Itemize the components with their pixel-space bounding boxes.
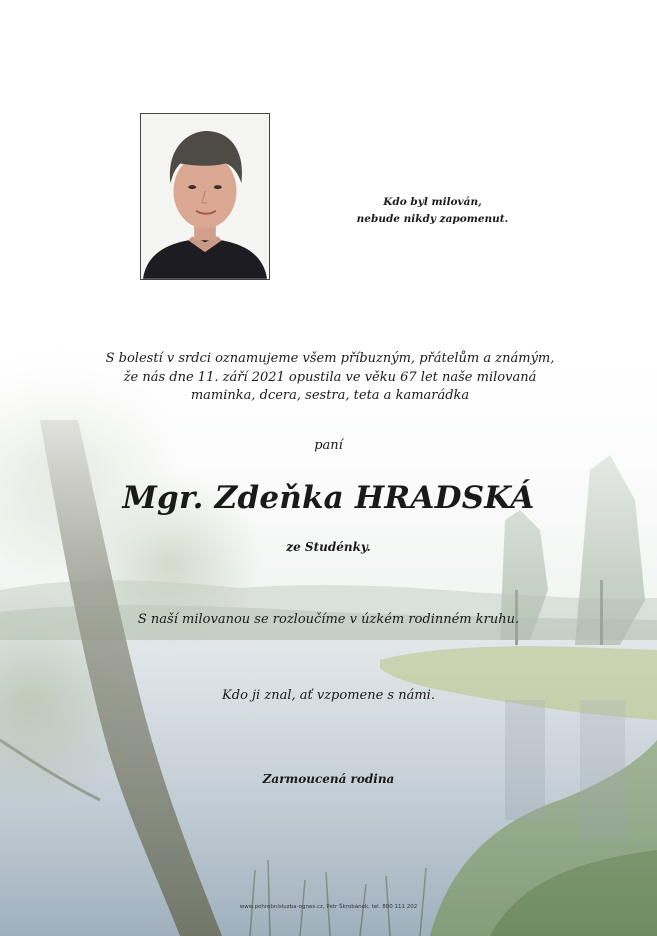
quote-line-2: nebude nikdy zapomenut. (356, 213, 509, 225)
portrait-illustration (141, 114, 269, 279)
announcement-line-1: S bolestí v srdci oznamujeme všem příbuzným, přátelům a známým, (105, 351, 555, 366)
quote-line-1: Kdo byl milován, (383, 196, 482, 208)
family-signature: Zarmoucená rodina (262, 772, 395, 786)
memorial-quote (330, 194, 535, 228)
funeral-service-footer: www.pohrebnisluzba-ognes.cz, Petr Škrobánek, tel. 800 111 202 (239, 904, 418, 910)
deceased-name: Mgr. Zdeňka HRADSKÁ (122, 480, 535, 516)
farewell-notice: S naší milovanou se rozloučíme v úzkém rodinném kruhu. (137, 612, 520, 627)
title-prefix: paní (314, 438, 343, 453)
announcement-line-3: maminka, dcera, sestra, teta a kamarádka (190, 388, 470, 403)
origin-place: ze Studénky. (286, 540, 371, 554)
death-announcement (80, 350, 580, 406)
remembrance-line: Kdo ji znal, ať vzpomene s námi. (222, 688, 435, 703)
portrait-photo (140, 113, 270, 280)
announcement-line-2: že nás dne 11. září 2021 opustila ve věku 67 let naše milovaná (123, 369, 537, 385)
